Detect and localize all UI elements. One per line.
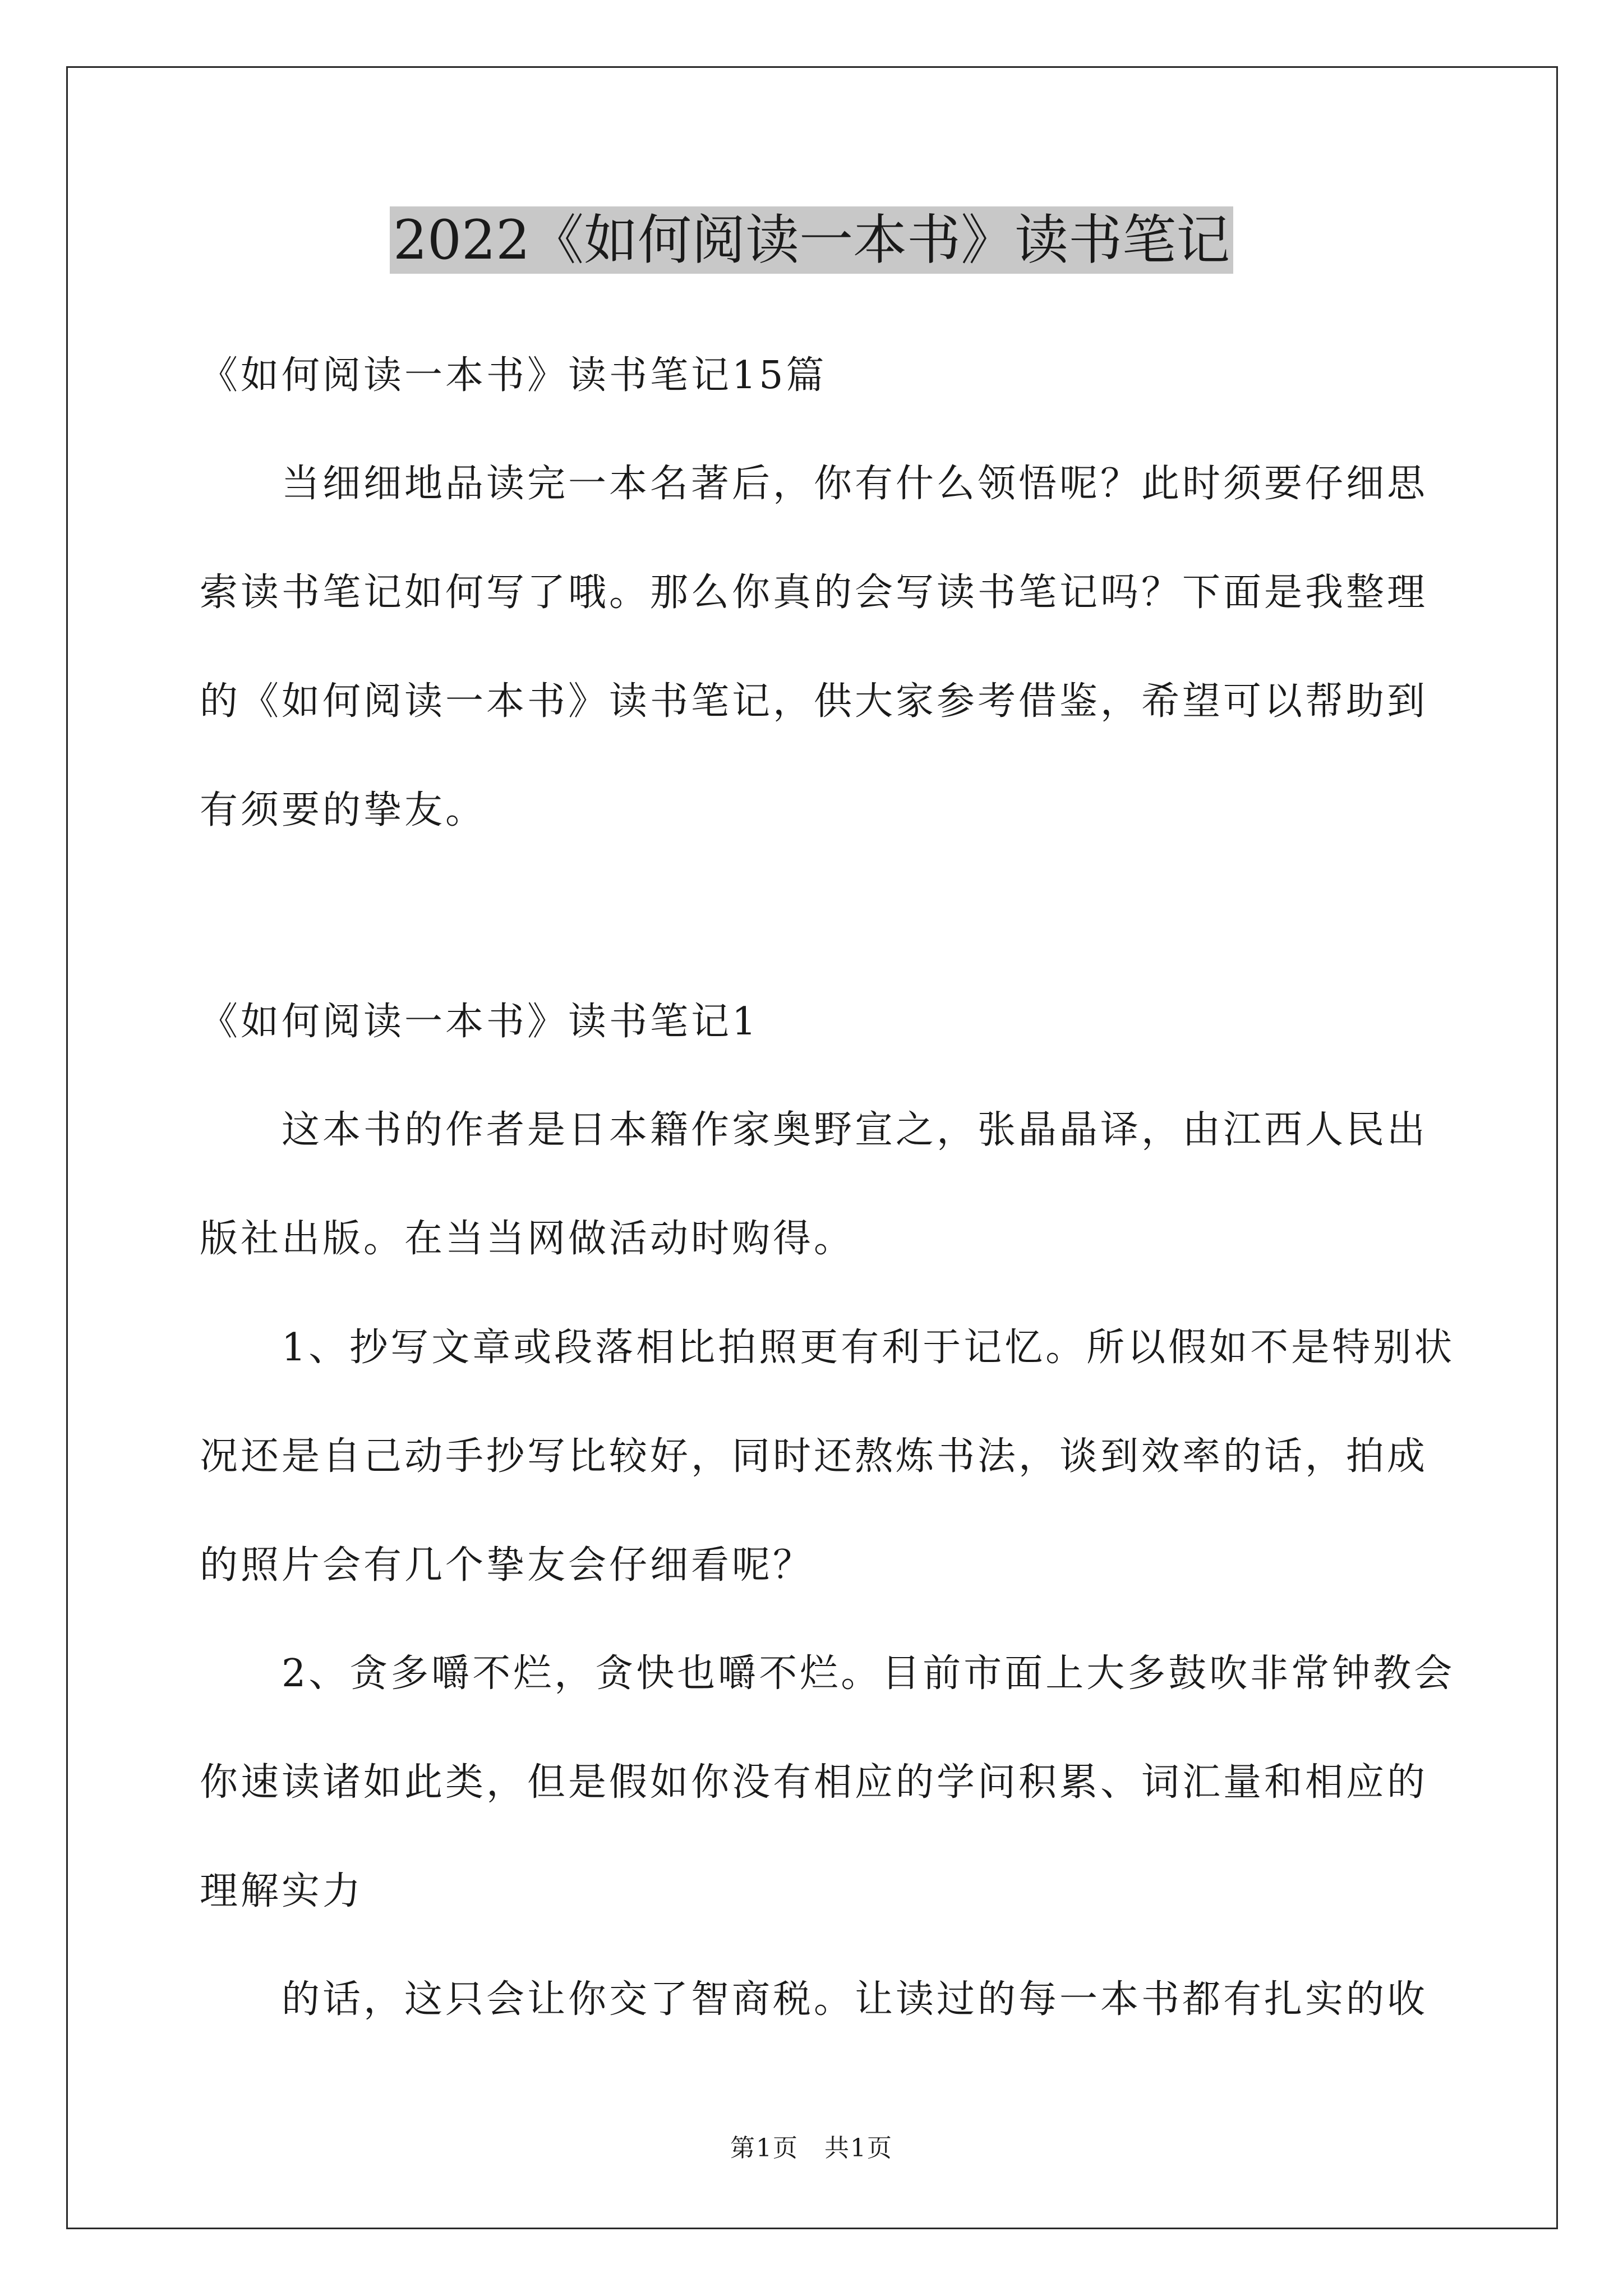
paragraph-line: 况还是自己动手抄写比较好，同时还熬炼书法，谈到效率的话，拍成 xyxy=(200,1434,1428,1479)
intro-line: 的《如何阅读一本书》读书笔记，供大家参考借鉴，希望可以帮助到 xyxy=(200,679,1428,724)
page-footer: 第1页 共1页 xyxy=(730,2134,893,2162)
section-heading: 《如何阅读一本书》读书笔记1 xyxy=(200,1000,759,1044)
intro-line: 有须要的挚友。 xyxy=(200,788,487,832)
document-subtitle: 《如何阅读一本书》读书笔记15篇 xyxy=(200,353,827,398)
paragraph-line: 这本书的作者是日本籍作家奥野宣之，张晶晶译，由江西人民出 xyxy=(282,1108,1428,1152)
paragraph-line: 理解实力 xyxy=(200,1869,364,1913)
document-title-text: 2022《如何阅读一本书》读书笔记 xyxy=(390,206,1233,274)
intro-line: 索读书笔记如何写了哦。那么你真的会写读书笔记吗？下面是我整理 xyxy=(200,570,1428,615)
paragraph-line: 你速读诸如此类，但是假如你没有相应的学问积累、词汇量和相应的 xyxy=(200,1760,1428,1805)
paragraph-line: 版社出版。在当当网做活动时购得。 xyxy=(200,1217,855,1261)
paragraph-line: 的话，这只会让你交了智商税。让读过的每一本书都有扎实的收 xyxy=(282,1977,1428,2022)
paragraph-line: 的照片会有几个挚友会仔细看呢？ xyxy=(200,1543,814,1588)
document-title xyxy=(0,201,1623,279)
paragraph-line: 1、抄写文章或段落相比拍照更有利于记忆。所以假如不是特别状 xyxy=(282,1326,1455,1370)
intro-line: 当细细地品读完一本名著后，你有什么领悟呢？此时须要仔细思 xyxy=(282,462,1428,506)
paragraph-line: 2、贪多嚼不烂，贪快也嚼不烂。目前市面上大多鼓吹非常钟教会 xyxy=(282,1651,1455,1696)
